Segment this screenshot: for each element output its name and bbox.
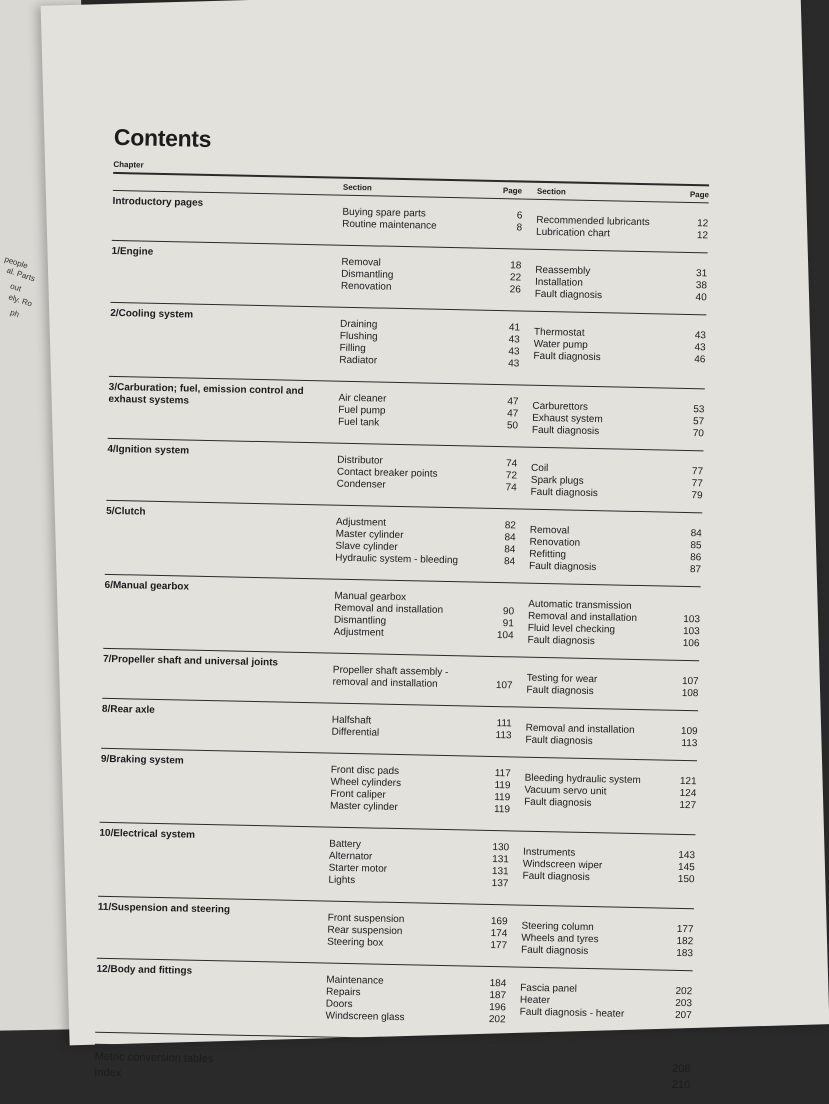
- chapter-title: 9/Braking system: [100, 753, 184, 767]
- facing-page-fragment: people: [3, 254, 29, 271]
- section-list: [338, 393, 387, 430]
- section-item: Refitting: [529, 548, 567, 561]
- page-number: 43: [508, 334, 520, 346]
- section-item: Fault diagnosis: [524, 796, 592, 810]
- footer-rule: [94, 1088, 690, 1102]
- section-item: Radiator: [339, 354, 378, 367]
- section-list: [325, 975, 405, 1025]
- page-number: 119: [494, 792, 511, 804]
- section-item: Thermostat: [533, 326, 585, 339]
- section-list: [527, 599, 637, 649]
- section-list: [330, 765, 402, 814]
- page-number: 84: [690, 528, 702, 540]
- page-number: 12: [697, 218, 709, 230]
- page-number: 26: [509, 284, 521, 296]
- section-item: Fault diagnosis - heater: [519, 1006, 625, 1020]
- page-number: 43: [694, 342, 706, 354]
- page-number-list: [684, 218, 708, 242]
- section-item: Removal: [529, 524, 570, 537]
- section-list: [327, 913, 404, 951]
- section-item: Differential: [331, 726, 380, 739]
- page-number: 207: [674, 1009, 692, 1022]
- page-number: 187: [489, 989, 507, 1002]
- section-list: [339, 319, 378, 368]
- page-number: 47: [507, 396, 519, 408]
- chapter-title: 5/Clutch: [106, 505, 146, 518]
- section-list: [532, 401, 603, 438]
- page-title: Contents: [113, 123, 212, 152]
- section-item: Adjustment: [333, 626, 384, 639]
- page-number: 91: [502, 618, 514, 630]
- section-list: [332, 665, 448, 691]
- page-number-list: [669, 924, 694, 960]
- section-item: Wheels and tyres: [521, 932, 599, 946]
- page-number-list: [677, 528, 702, 576]
- page-number-list: [479, 978, 506, 1027]
- page-number: 196: [489, 1001, 506, 1014]
- facing-page-fragment: ely. Ro: [7, 292, 34, 309]
- section-item: Distributor: [337, 454, 383, 467]
- page-number: 77: [691, 466, 704, 478]
- section-item: Bleeding hydraulic system: [524, 772, 641, 787]
- section-item: Carburettors: [532, 400, 589, 413]
- section-list: [529, 525, 597, 574]
- page-number: 47: [507, 408, 519, 420]
- page-number: [488, 594, 514, 607]
- section-list: [522, 847, 602, 885]
- chapter-title: 8/Rear axle: [101, 703, 155, 716]
- page-number: 41: [508, 322, 521, 334]
- page-number: 43: [508, 358, 520, 370]
- page-number: 103: [682, 625, 700, 638]
- page-number: 137: [491, 878, 509, 890]
- page-number: 184: [489, 977, 507, 990]
- section-item: Front suspension: [327, 912, 405, 926]
- section-item: Windscreen glass: [325, 1010, 405, 1024]
- section-list: [342, 207, 437, 233]
- page-number-list: [673, 726, 697, 750]
- header-rule: [113, 172, 709, 186]
- page-number: 203: [675, 997, 693, 1010]
- page-number-list: [678, 466, 703, 502]
- chapter-title: 6/Manual gearbox: [104, 579, 190, 593]
- section-item: Air cleaner: [338, 392, 387, 405]
- page-number: 117: [494, 768, 511, 780]
- page-number: 169: [490, 915, 508, 928]
- section2-header: Section: [536, 186, 566, 197]
- page-number: 18: [510, 260, 522, 272]
- page-number-list: [681, 330, 706, 366]
- section-list: [521, 921, 599, 959]
- page-number-list: [487, 594, 514, 643]
- page-number-list: [672, 776, 697, 812]
- page-number: 12: [696, 230, 709, 242]
- section-item: Automatic transmission: [528, 598, 632, 612]
- section-item: Spark plugs: [530, 474, 584, 487]
- section-item: Fault diagnosis: [528, 560, 597, 574]
- page-number: 150: [677, 873, 695, 886]
- section-item: Front disc pads: [330, 764, 400, 778]
- section-list: [536, 215, 650, 241]
- section-item: Contact breaker points: [336, 466, 438, 480]
- section-item: Fuel tank: [337, 416, 380, 429]
- page-number: 6: [516, 210, 523, 222]
- section-item: Fault diagnosis: [531, 424, 600, 438]
- section-item: Dismantling: [341, 268, 394, 281]
- section-list: [533, 327, 601, 364]
- section-list: [520, 983, 625, 1021]
- page-number: 182: [676, 935, 694, 948]
- section-item: Master cylinder: [335, 528, 404, 542]
- section-list: [524, 773, 641, 811]
- page-number: 85: [690, 540, 702, 552]
- section-item: Alternator: [328, 850, 373, 863]
- section-header: Section: [342, 182, 372, 193]
- page-number: 104: [496, 630, 514, 642]
- section-item: Renovation: [340, 280, 392, 293]
- page-number: 84: [504, 544, 516, 556]
- section-item: Fault diagnosis: [527, 634, 595, 648]
- page-number: 111: [496, 718, 512, 730]
- page-number: 121: [679, 775, 697, 788]
- page-number: 70: [692, 428, 704, 440]
- section-list: [341, 257, 394, 294]
- section-item: Fault diagnosis: [526, 684, 594, 698]
- page-number: 202: [488, 1013, 506, 1026]
- page-number: 177: [676, 923, 694, 936]
- section-item: Doors: [325, 998, 353, 1011]
- section-item: Routine maintenance: [342, 218, 437, 232]
- footer-label: Metric conversion tables: [94, 1050, 214, 1066]
- page-number: 22: [509, 272, 522, 284]
- facing-page-fragment: ph: [8, 307, 21, 320]
- page-number-list: [668, 986, 693, 1022]
- page-number-list: [495, 260, 522, 297]
- page-number: 50: [506, 420, 519, 432]
- page-number: 108: [681, 687, 699, 700]
- page-number: 72: [505, 470, 518, 482]
- chapter-title: 7/Propeller shaft and universal joints: [102, 653, 279, 669]
- page-number: 131: [492, 854, 510, 866]
- page-number: 38: [695, 280, 708, 292]
- section-list: [331, 715, 379, 740]
- page-number: 77: [691, 478, 703, 490]
- section-list: [335, 517, 459, 568]
- page-number-list: [489, 520, 516, 569]
- section-item: Slave cylinder: [335, 540, 398, 553]
- facing-page-fragment: al. Parts: [5, 265, 37, 284]
- chapter-header: Chapter: [113, 159, 144, 170]
- page-number-list: [680, 404, 705, 440]
- section-list: [525, 723, 634, 749]
- chapter-title: 4/Ignition system: [107, 443, 190, 457]
- section-item: Repairs: [325, 986, 361, 999]
- page-number: 74: [505, 458, 518, 470]
- section-item: Exhaust system: [532, 412, 603, 426]
- section-item: Front caliper: [330, 788, 386, 801]
- section-list: [328, 839, 387, 888]
- page-number: [487, 668, 513, 681]
- section-item: Vacuum servo unit: [524, 784, 607, 798]
- section-item: Battery: [329, 838, 361, 851]
- chapter-title: 11/Suspension and steering: [97, 901, 231, 916]
- section-item: Removal and installation: [525, 722, 635, 736]
- page-number-list: [481, 916, 508, 953]
- page-number-list: [683, 268, 708, 304]
- section-item: Steering box: [327, 936, 384, 949]
- section-item: Master cylinder: [329, 800, 398, 814]
- chapter-title: 1/Engine: [111, 245, 154, 258]
- page-number: 84: [504, 532, 516, 544]
- page-number: 40: [695, 292, 707, 304]
- section-item: Maintenance: [326, 974, 384, 987]
- section-item: Manual gearbox: [334, 590, 407, 604]
- footer-label: Index: [94, 1066, 122, 1080]
- section-item: Removal and installation: [334, 602, 444, 616]
- page-number: 124: [679, 787, 697, 800]
- page2-header: Page: [689, 190, 710, 200]
- section-item: Testing for wear: [526, 672, 598, 686]
- page-number: 46: [694, 354, 706, 366]
- section-item: Reassembly: [535, 264, 591, 277]
- section-list: [526, 673, 597, 698]
- section-item: Fault diagnosis: [520, 944, 589, 958]
- section-item: removal and installation: [332, 676, 438, 690]
- page-number-list: [482, 842, 509, 891]
- page-number: 8: [516, 222, 523, 234]
- section-item: Flushing: [339, 330, 378, 343]
- section-list: [334, 591, 444, 641]
- section-item: Fuel pump: [338, 404, 386, 417]
- page-number: 53: [693, 404, 705, 416]
- page-number: 103: [683, 613, 701, 626]
- page-number: 74: [505, 482, 517, 494]
- section-item: Filling: [339, 342, 366, 355]
- page-number-list: [492, 396, 519, 433]
- page-number-list: [674, 676, 698, 700]
- section-item: Rear suspension: [327, 924, 403, 938]
- section-item: Wheel cylinders: [330, 776, 402, 790]
- page-number: 90: [502, 606, 515, 618]
- page-number: 107: [495, 680, 513, 692]
- page-number: 145: [677, 861, 695, 874]
- section-item: Instruments: [522, 846, 576, 859]
- section-item: Fault diagnosis: [530, 486, 598, 500]
- page-number-list: [496, 210, 522, 235]
- section-item: Removal: [341, 256, 381, 269]
- section-item: Renovation: [529, 536, 581, 549]
- page-number-list: [493, 322, 520, 371]
- footer-page-number: 208: [672, 1062, 691, 1076]
- page-number: 127: [679, 799, 697, 812]
- page-number: 113: [681, 737, 698, 750]
- section-item: Windscreen wiper: [522, 858, 603, 872]
- section-item: Starter motor: [328, 862, 388, 875]
- chapter-title: 10/Electrical system: [99, 827, 196, 841]
- section-item: Halfshaft: [331, 714, 372, 727]
- page-number: 109: [680, 725, 698, 738]
- page-number: 177: [490, 939, 508, 952]
- page-number: 106: [682, 637, 700, 650]
- page-number: 202: [675, 985, 693, 998]
- section-item: Fault diagnosis: [525, 734, 593, 748]
- page-number-list: [485, 718, 511, 743]
- chapter-title: Introductory pages: [112, 195, 204, 209]
- section-item: Adjustment: [335, 516, 387, 529]
- page-number: 86: [690, 552, 702, 564]
- section-item: Condenser: [336, 478, 386, 491]
- section-item: Lubrication chart: [535, 226, 611, 240]
- page-number: 79: [691, 490, 703, 502]
- page-number: 43: [508, 346, 520, 358]
- section-item: Installation: [534, 276, 583, 289]
- section-item: Fault diagnosis: [533, 350, 601, 364]
- page-number: 174: [490, 927, 508, 940]
- page-number: 43: [694, 330, 707, 342]
- chapter-title: 12/Body and fittings: [96, 963, 193, 977]
- page-header: Page: [502, 186, 523, 196]
- section-item: Coil: [530, 462, 549, 475]
- section-item: Water pump: [533, 338, 588, 351]
- section-item: Draining: [339, 318, 378, 331]
- section-item: Hydraulic system - bleeding: [335, 552, 459, 567]
- section-item: Lights: [328, 874, 356, 887]
- section-list: [530, 463, 598, 500]
- section-item: Fault diagnosis: [522, 870, 590, 884]
- facing-page-fragment: out: [9, 281, 23, 294]
- page-number: 57: [692, 416, 705, 428]
- chapter-title: 2/Cooling system: [110, 307, 194, 321]
- page-number-list: [486, 668, 512, 693]
- page-number: [676, 602, 700, 615]
- page-number: 131: [491, 866, 509, 878]
- page-number-list: [491, 458, 518, 495]
- page-number: 119: [493, 804, 511, 816]
- chapter-title: 3/Carburation; fuel, emission control and exhaust systems: [108, 381, 304, 407]
- page-number: 183: [676, 947, 694, 960]
- section-item: Heater: [519, 994, 551, 1007]
- page-number: 143: [678, 849, 696, 862]
- page-number: 87: [689, 564, 702, 576]
- section-item: Fascia panel: [520, 982, 578, 995]
- section-item: Buying spare parts: [342, 206, 426, 220]
- section-item: Propeller shaft assembly -: [332, 664, 449, 679]
- page-number-list: [484, 768, 511, 817]
- page-number: 130: [492, 842, 510, 854]
- page-number-list: [670, 850, 695, 886]
- footer-page-number: 210: [671, 1078, 691, 1092]
- page-number: 82: [504, 520, 517, 532]
- section-item: Dismantling: [333, 614, 387, 627]
- section-item: Fluid level checking: [527, 622, 616, 636]
- page-number: 113: [495, 730, 512, 742]
- section-item: Removal and installation: [527, 610, 638, 624]
- page-number: 107: [681, 675, 699, 688]
- page-number-list: [675, 602, 700, 650]
- section-item: Steering column: [521, 920, 594, 934]
- page-number: 119: [494, 780, 511, 792]
- page-number: 84: [503, 556, 516, 568]
- section-list: [535, 265, 603, 302]
- section-item: Fault diagnosis: [534, 288, 603, 302]
- section-list: [337, 455, 438, 493]
- page-number: 31: [695, 268, 708, 280]
- section-item: Recommended lubricants: [536, 214, 650, 229]
